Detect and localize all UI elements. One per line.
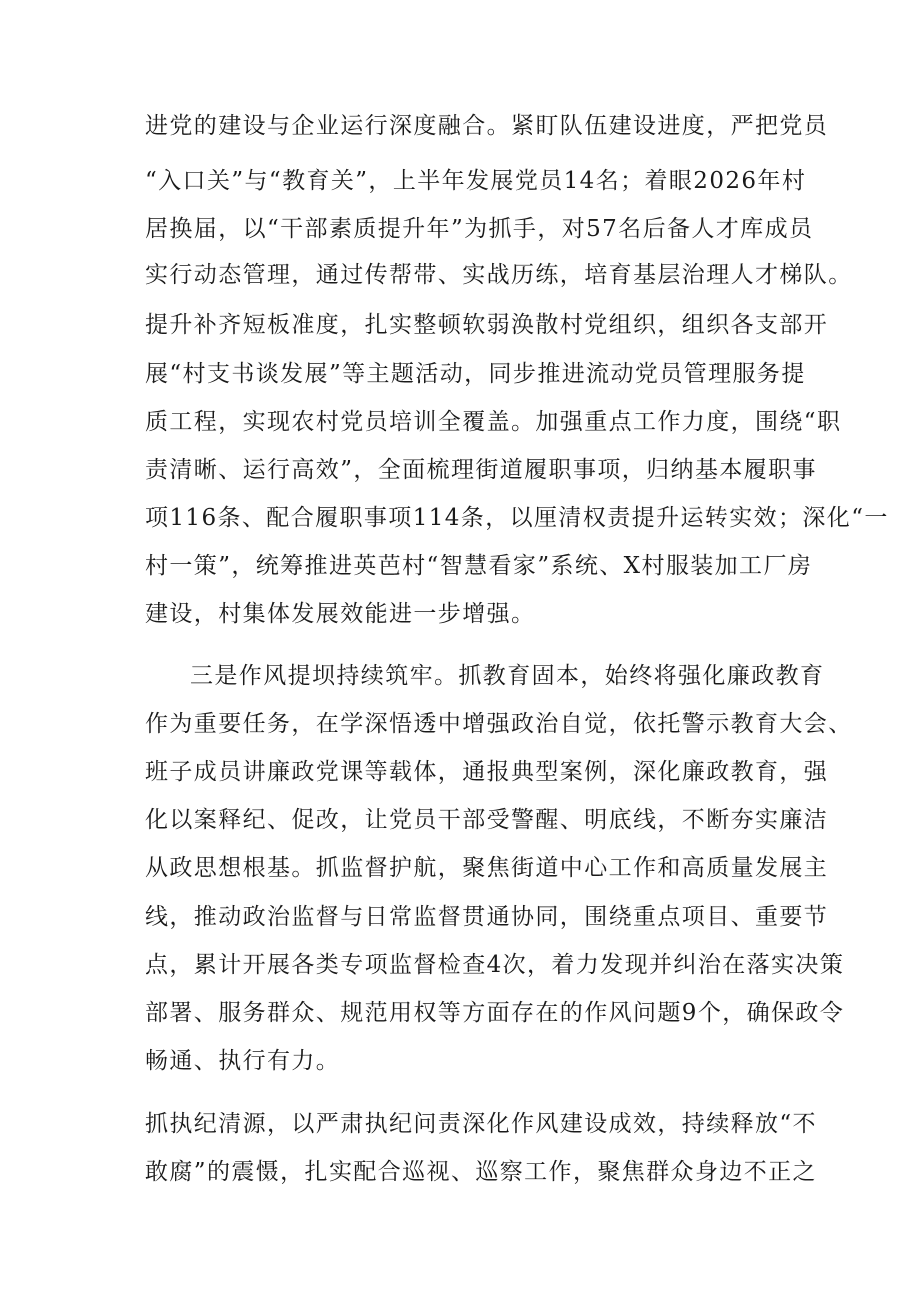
section-heading-line: 三是作风提坝持续筑牢。抓教育固本，始终将强化廉政教育 xyxy=(190,663,825,689)
text-line: 线，推动政治监督与日常监督贯通协同，围绕重点项目、重要节 xyxy=(145,904,829,930)
text-line: 作为重要任务，在学深悟透中增强政治自觉，依托警示教育大会、 xyxy=(145,711,853,737)
text-line: 化以案释纪、促改，让党员干部受警醒、明底线，不断夯实廉洁 xyxy=(145,807,829,833)
text-line: 抓执纪清源，以严肃执纪问责深化作风建设成效，持续释放“不 xyxy=(145,1111,817,1137)
text-line: 村一策”，统筹推进英芭村“智慧看家”系统、X村服装加工厂房 xyxy=(145,553,813,579)
text-line: “入口关”与“教育关”，上半年发展党员14名；着眼2026年村 xyxy=(145,168,807,194)
text-line: 项116条、配合履职事项114条，以厘清权责提升运转实效；深化“一 xyxy=(145,505,889,531)
text-line: 实行动态管理，通过传帮带、实战历练，培育基层治理人才梯队。 xyxy=(145,262,853,288)
text-line: 班子成员讲廉政党课等载体，通报典型案例，深化廉政教育，强 xyxy=(145,759,829,785)
text-line: 责清晰、运行高效”，全面梳理街道履职事项，归纳基本履职事 xyxy=(145,457,817,483)
text-line: 展“村支书谈发展”等主题活动，同步推进流动党员管理服务提 xyxy=(145,361,806,387)
text-line: 从政思想根基。抓监督护航，聚焦街道中心工作和高质量发展主 xyxy=(145,855,829,881)
text-line: 部署、服务群众、规范用权等方面存在的作风问题9个，确保政令 xyxy=(145,1000,845,1026)
text-line: 提升补齐短板准度，扎实整顿软弱涣散村党组织，组织各支部开 xyxy=(145,312,829,338)
text-line: 居换届，以“干部素质提升年”为抓手，对57名后备人才库成员 xyxy=(145,216,814,242)
text-line: 畅通、执行有力。 xyxy=(145,1048,341,1074)
text-line: 进党的建设与企业运行深度融合。紧盯队伍建设进度，严把党员 xyxy=(145,113,829,139)
text-line: 建设，村集体发展效能进一步增强。 xyxy=(145,601,536,627)
text-line: 质工程，实现农村党员培训全覆盖。加强重点工作力度，围绕“职 xyxy=(145,409,842,435)
text-line: 敢腐”的震慑，扎实配合巡视、巡察工作，聚焦群众身边不正之 xyxy=(145,1159,817,1185)
text-line: 点，累计开展各类专项监督检查4次，着力发现并纠治在落实决策 xyxy=(145,952,845,978)
